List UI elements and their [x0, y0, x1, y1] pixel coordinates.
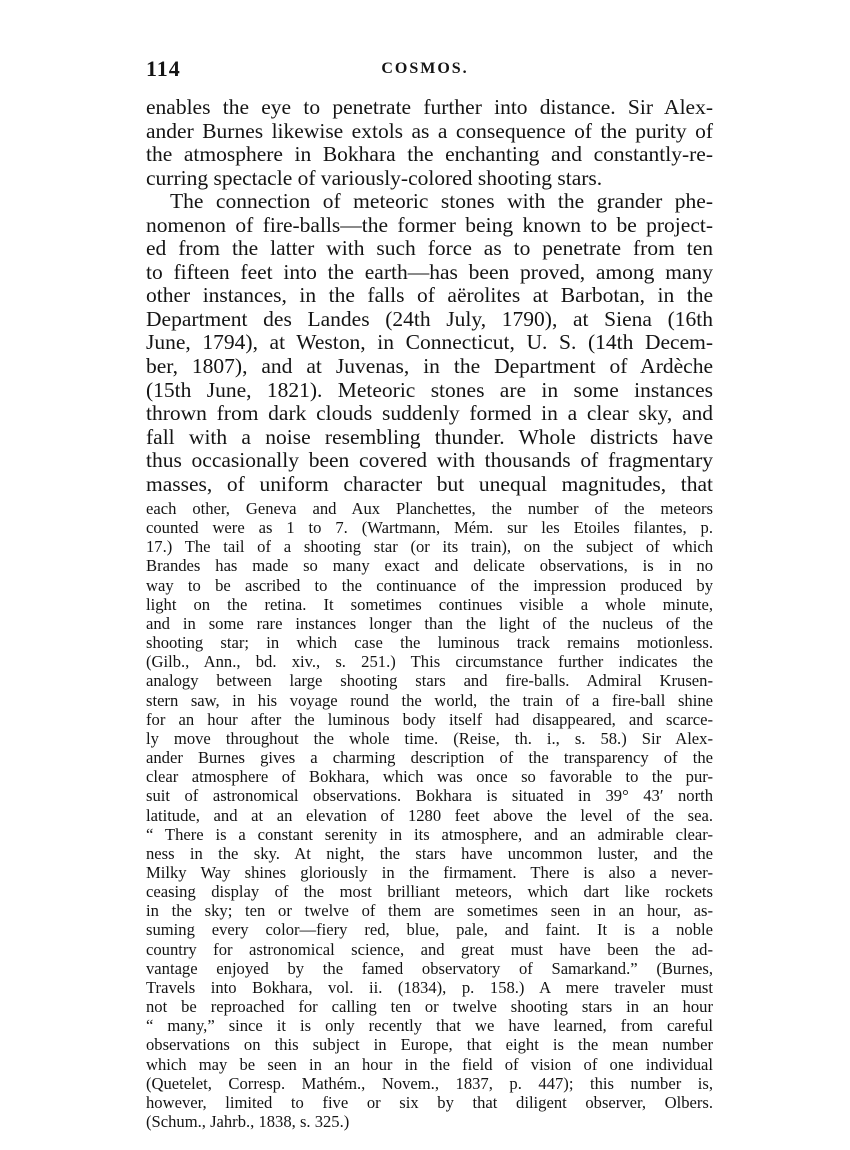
main-text-line: ed from the latter with such force as to penetrate from ten [146, 236, 713, 261]
running-head: COSMOS. [381, 60, 469, 77]
footnote-line: clear atmosphere of Bokhara, which was once so favorable to the pur- [146, 767, 713, 787]
footnote-line: and in some rare instances longer than the light of the nucleus of the [146, 613, 713, 633]
footnote-line: however, limited to five or six by that diligent observer, Olbers. [146, 1092, 713, 1112]
footnote-line: Milky Way shines gloriously in the firmament. There is also a never- [146, 862, 713, 882]
main-text-line: ber, 1807), and at Juvenas, in the Department of Ardèche [146, 354, 713, 379]
footnote-line: each other, Geneva and Aux Planchettes, the number of the meteors [146, 499, 713, 518]
footnote-line: which may be seen in an hour in the field of vision of one individual [146, 1054, 713, 1074]
footnote-line: in the sky; ten or twelve of them are sometimes seen in an hour, as- [146, 901, 713, 921]
footnote-line: suit of astronomical observations. Bokhara is situated in 39° 43′ north [146, 786, 713, 806]
footnote-line: observations on this subject in Europe, that eight is the mean number [146, 1035, 713, 1055]
main-text-line: June, 1794), at Weston, in Connecticut, U. S. (14th Decem- [146, 330, 713, 355]
footnote-line: ly move throughout the whole time. (Reise, th. i., s. 58.) Sir Alex- [146, 728, 713, 748]
main-text-line: to fifteen feet into the earth—has been proved, among many [146, 259, 713, 284]
footnote-line: ceasing display of the most brilliant meteors, which dart like rockets [146, 882, 713, 902]
footnote-line: (Gilb., Ann., bd. xiv., s. 251.) This circumstance further indicates the [146, 652, 713, 672]
footnote-line: counted were as 1 to 7. (Wartmann, Mém. sur les Etoiles filantes, p. [146, 518, 713, 538]
main-text-line: masses, of uniform character but unequal magnitudes, that [146, 471, 713, 496]
footnote-line: country for astronomical science, and great must have been the ad- [146, 939, 713, 959]
footnote-line: suming every color—fiery red, blue, pale, and faint. It is a noble [146, 920, 713, 940]
main-text-line: curring spectacle of variously-colored shooting stars. [146, 165, 603, 190]
page-number: 114 [146, 56, 181, 81]
footnote-line: “ There is a constant serenity in its atmosphere, and an admirable clear- [146, 824, 713, 844]
footnote-line: Travels into Bokhara, vol. ii. (1834), p. 158.) A mere traveler must [146, 977, 713, 997]
main-text-line: enables the eye to penetrate further into distance. Sir Alex- [146, 95, 713, 119]
main-text-line: thrown from dark clouds suddenly formed in a clear sky, and [146, 401, 713, 426]
footnote-line: ness in the sky. At night, the stars have uncommon luster, and the [146, 843, 713, 863]
main-text-line: ander Burnes likewise extols as a consequence of the purity of [146, 118, 713, 143]
footnote-line: Brandes has made so many exact and delicate observations, is in no [146, 556, 713, 576]
footnote-line: not be reproached for calling ten or twelve shooting stars in an hour [146, 997, 713, 1017]
footnote-line: (Quetelet, Corresp. Mathém., Novem., 1837, p. 447); this number is, [146, 1073, 713, 1093]
main-text-line: (15th June, 1821). Meteoric stones are in some instances [146, 377, 713, 402]
footnote-line: stern saw, in his voyage round the world, the train of a fire-ball shine [146, 690, 713, 710]
footnote-line: “ many,” since it is only recently that we have learned, from careful [146, 1016, 713, 1036]
main-text-line: The connection of meteoric stones with the grander phe- [170, 189, 713, 214]
main-text-line: other instances, in the falls of aërolites at Barbotan, in the [146, 283, 713, 308]
main-text-line: the atmosphere in Bokhara the enchanting and constantly-re- [146, 142, 713, 167]
footnote-line: 17.) The tail of a shooting star (or its train), on the subject of which [146, 537, 713, 557]
main-text-line: fall with a noise resembling thunder. Whole districts have [146, 424, 713, 449]
main-text-line: Department des Landes (24th July, 1790), at Siena (16th [146, 306, 713, 331]
footnote-line: way to be ascribed to the continuance of the impression produced by [146, 575, 713, 595]
footnote-line: shooting star; in which case the luminous track remains motionless. [146, 633, 713, 653]
footnote-line: light on the retina. It sometimes continues visible a whole minute, [146, 594, 713, 614]
footnote-line: ander Burnes gives a charming description of the transparency of the [146, 748, 713, 768]
main-text [146, 96, 713, 496]
footnote-line: latitude, and at an elevation of 1280 feet above the level of the sea. [146, 805, 713, 825]
footnote-line: for an hour after the luminous body itself had disappeared, and scarce- [146, 709, 713, 729]
footnote-line: (Schum., Jahrb., 1838, s. 325.) [146, 1112, 350, 1131]
main-text-line: thus occasionally been covered with thousands of fragmentary [146, 448, 713, 473]
footnote-line: analogy between large shooting stars and fire-balls. Admiral Krusen- [146, 671, 713, 691]
main-text-line: nomenon of fire-balls—the former being known to be project- [146, 212, 713, 237]
footnote-line: vantage enjoyed by the famed observatory of Samarkand.” (Burnes, [146, 958, 713, 978]
footnote [146, 499, 713, 1131]
